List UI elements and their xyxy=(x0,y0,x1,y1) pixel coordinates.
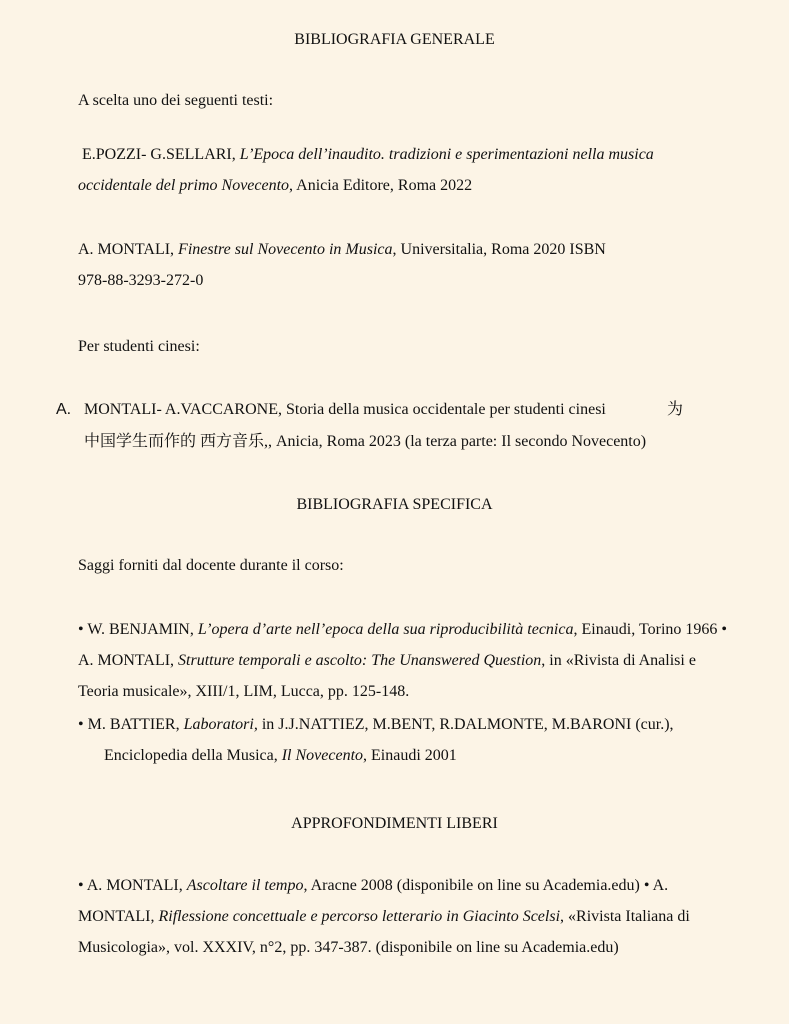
entry-montali-strutture-line-2: Teoria musicale», XIII/1, LIM, Lucca, pp. 125-148. xyxy=(78,683,410,700)
entry-riflessione-line-2: Musicologia», vol. XXXIV, n°2, pp. 347-387. (disponibile on line su Academia.edu) xyxy=(78,939,619,956)
entry-riflessione-line-1 xyxy=(78,907,690,927)
heading-bibliografia-generale: BIBLIOGRAFIA GENERALE xyxy=(294,31,495,48)
entry-montali-strutture-title: Strutture temporali e ascolto: The Unanswered Question xyxy=(178,652,542,669)
entry-montali-strutture-rest: , in «Rivista di Analisi e xyxy=(541,652,696,669)
entry-montali-finestre-title: Finestre sul Novecento in Musica xyxy=(178,241,393,258)
entry-battier-title: Laboratori, xyxy=(183,716,258,733)
entry-battier-novecento: Il Novecento xyxy=(281,747,364,764)
entry-cinesi-marker xyxy=(56,400,71,420)
entry-pozzi-authors: E.POZZI- G.SELLARI, xyxy=(82,146,240,163)
general-intro: A scelta uno dei seguenti testi: xyxy=(78,92,274,109)
entry-ascoltare-prefix: • A. MONTALI, xyxy=(78,877,187,894)
entry-montali-finestre-line-1 xyxy=(78,240,606,260)
heading-approfondimenti-liberi: APPROFONDIMENTI LIBERI xyxy=(291,815,498,832)
entry-cinesi-cjk-1: 为 xyxy=(667,401,684,418)
entry-pozzi-title-1: L’Epoca dell’inaudito. tradizioni e sperimentazioni nella musica xyxy=(239,146,654,163)
entry-pozzi-title-2: occidentale del primo Novecento xyxy=(78,177,290,194)
entry-pozzi-line-2 xyxy=(78,176,472,196)
entry-benjamin-prefix: • W. BENJAMIN, xyxy=(78,621,198,638)
entry-benjamin xyxy=(78,620,727,640)
entry-cinesi-line-2: 中国学生而作的 西方音乐,, Anicia, Roma 2023 (la terza parte: Il secondo Novecento) xyxy=(84,433,647,450)
cinesi-intro: Per studenti cinesi: xyxy=(78,338,200,355)
entry-battier-enciclopedia: Enciclopedia della Musica, xyxy=(104,747,282,764)
entry-battier-prefix: • M. BATTIER, xyxy=(78,716,184,733)
heading-bibliografia-specifica: BIBLIOGRAFIA SPECIFICA xyxy=(296,496,493,513)
entry-montali-finestre-rest: , Universitalia, Roma 2020 ISBN xyxy=(392,241,606,258)
entry-ascoltare xyxy=(78,876,668,896)
entry-battier-einaudi: , Einaudi 2001 xyxy=(363,747,457,764)
entry-battier-line-1 xyxy=(78,715,674,735)
entry-montali-finestre-author: A. MONTALI, xyxy=(78,241,179,258)
entry-ascoltare-rest: , Aracne 2008 (disponibile on line su Academia.edu) • A. xyxy=(303,877,669,894)
entry-battier-line-2 xyxy=(104,746,457,766)
entry-montali-finestre-isbn: 978-88-3293-272-0 xyxy=(78,272,204,289)
entry-riflessione-rest: , «Rivista Italiana di xyxy=(560,908,690,925)
entry-cinesi-line-1: MONTALI- A.VACCARONE, Storia della musica occidentale per studenti cinesi xyxy=(84,401,606,418)
specific-intro: Saggi forniti dal docente durante il corso: xyxy=(78,557,344,574)
entry-battier-rest: in J.J.NATTIEZ, M.BENT, R.DALMONTE, M.BARONI (cur.), xyxy=(257,716,674,733)
entry-ascoltare-title: Ascoltare il tempo xyxy=(186,877,304,894)
entry-pozzi-rest: , Anicia Editore, Roma 2022 xyxy=(289,177,473,194)
entry-benjamin-rest: , Einaudi, Torino 1966 • xyxy=(573,621,727,638)
entry-riflessione-title: Riflessione concettuale e percorso letterario in Giacinto Scelsi xyxy=(158,908,561,925)
entry-montali-strutture-author: A. MONTALI, xyxy=(78,652,179,669)
entry-benjamin-title: L’opera d’arte nell’epoca della sua riproducibilità tecnica xyxy=(197,621,574,638)
entry-montali-strutture-line-1 xyxy=(78,651,696,671)
entry-pozzi-line-1 xyxy=(82,145,654,165)
entry-riflessione-author: MONTALI, xyxy=(78,908,159,925)
list-marker-a: A. xyxy=(56,401,72,418)
